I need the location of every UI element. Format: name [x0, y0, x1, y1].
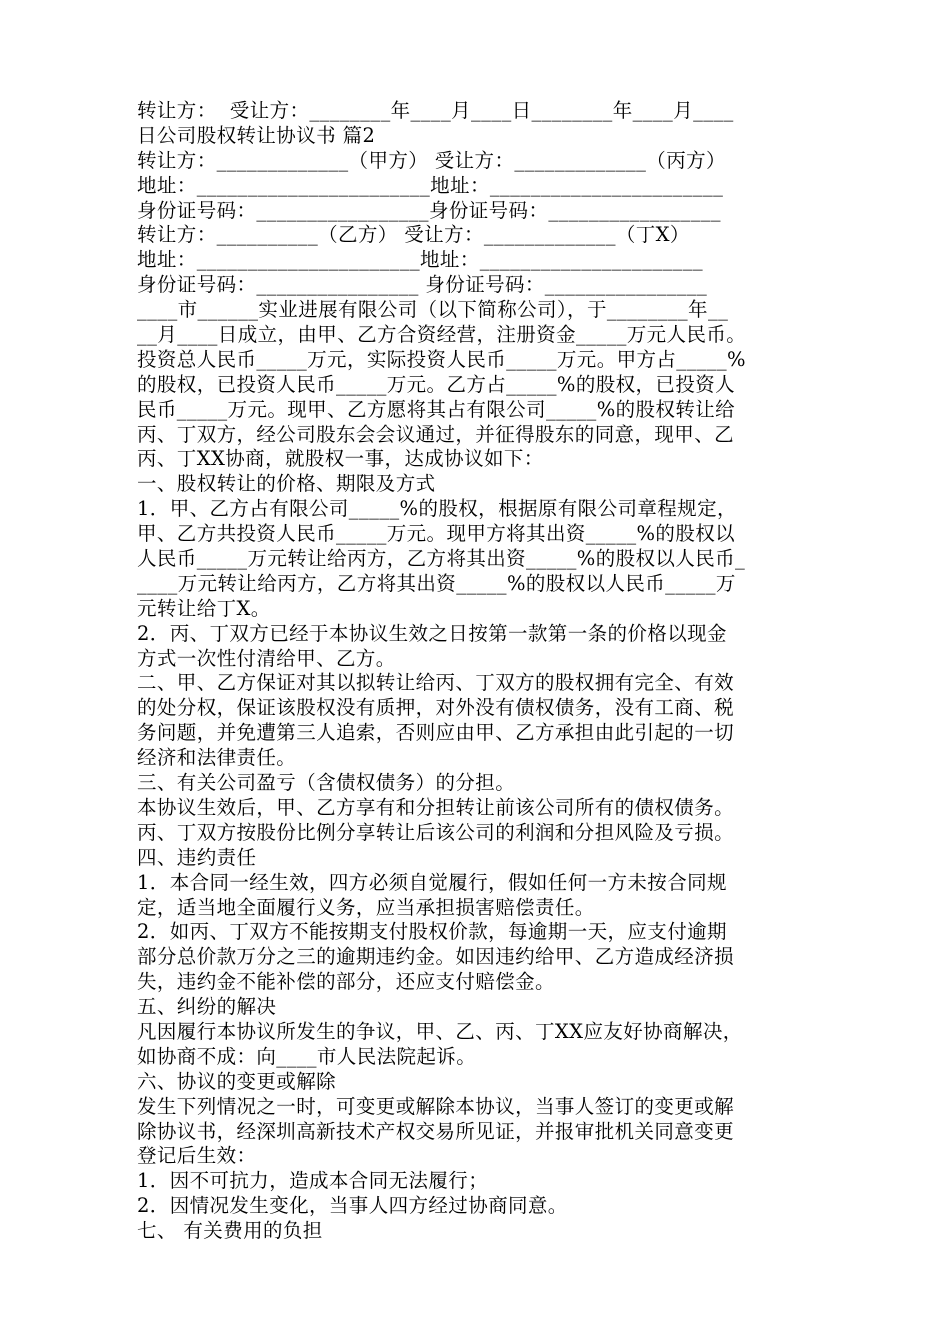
text-line: 丙、丁双方按股份比例分享转让后该公司的利润和分担风险及亏损。 [137, 820, 735, 844]
document-title-line: 日公司股权转让协议书 篇2 [137, 123, 376, 147]
text-line: 如协商不成：向____市人民法院起诉。 [137, 1044, 477, 1068]
text-line: 失，违约金不能补偿的部分，还应支付赔偿金。 [137, 970, 555, 994]
text-line: ____万元转让给丙方，乙方将其出资_____%的股权以人民币_____万 [137, 571, 736, 595]
text-line: 定，适当地全面履行义务，应当承担损害赔偿责任。 [137, 895, 595, 919]
text-line: 元转让给丁X。 [137, 596, 271, 620]
text-line: 本协议生效后，甲、乙方享有和分担转让前该公司所有的债权债务。 [137, 795, 735, 819]
text-line: 除协议书，经深圳高新技术产权交易所见证，并报审批机关同意变更 [137, 1119, 735, 1143]
section-heading: 七、 有关费用的负担 [137, 1219, 323, 1243]
text-line: 甲、乙方共投资人民币_____万元。现甲方将其出资_____%的股权以 [137, 522, 736, 546]
text-line: 的处分权，保证该股权没有质押，对外没有债权债务，没有工商、税 [137, 696, 735, 720]
section-heading: 四、违约责任 [137, 845, 257, 869]
text-line: 部分总价款万分之三的逾期违约金。如因违约给甲、乙方造成经济损 [137, 945, 735, 969]
section-heading: 六、协议的变更或解除 [137, 1069, 337, 1093]
text-line: 2．丙、丁双方已经于本协议生效之日按第一款第一条的价格以现金 [137, 621, 727, 645]
text-line: 身份证号码：________________ 身份证号码：________________ [137, 273, 708, 297]
section-heading: 三、有关公司盈亏（含债权债务）的分担。 [137, 771, 516, 795]
text-line: 发生下列情况之一时，可变更或解除本协议，当事人签订的变更或解 [137, 1094, 735, 1118]
text-line: 凡因履行本协议所发生的争议，甲、乙、丙、丁XX应友好协商解决， [137, 1019, 743, 1043]
text-line: 登记后生效： [137, 1144, 257, 1168]
text-line: 1．本合同一经生效，四方必须自觉履行，假如任何一方未按合同规 [137, 870, 727, 894]
text-line: 2．如丙、丁双方不能按期支付股权价款，每逾期一天，应支付逾期 [137, 920, 727, 944]
text-line: __月____日成立，由甲、乙方合资经营，注册资金_____万元人民币。 [137, 323, 747, 347]
text-line: 人民币_____万元转让给丙方，乙方将其出资_____%的股权以人民币_ [137, 547, 746, 571]
section-heading: 一、股权转让的价格、期限及方式 [137, 472, 436, 496]
text-line: 转让方： 受让方：________年____月____日________年____月____ [137, 99, 734, 122]
text-line: 2．因情况发生变化，当事人四方经过协商同意。 [137, 1194, 568, 1218]
text-line: 民币_____万元。现甲、乙方愿将其占有限公司_____%的股权转让给 [137, 397, 736, 421]
text-line: 1．甲、乙方占有限公司_____%的股权，根据原有限公司章程规定， [137, 497, 737, 521]
section-heading: 二、甲、乙方保证对其以拟转让给丙、丁双方的股权拥有完全、有效 [137, 671, 735, 695]
text-line: 务问题，并免遭第三人追索，否则应由甲、乙方承担由此引起的一切 [137, 721, 735, 745]
text-line: ____市______实业进展有限公司（以下简称公司），于________年__ [137, 298, 729, 322]
text-line: 丙、丁XX协商，就股权一事，达成协议如下： [137, 447, 544, 471]
text-line: 投资总人民币_____万元，实际投资人民币_____万元。甲方占_____% [137, 347, 746, 371]
text-line: 地址：_______________________地址：_______________________ [137, 173, 724, 197]
text-line: 经济和法律责任。 [137, 746, 297, 770]
text-line: 丙、丁双方，经公司股东会会议通过，并征得股东的同意，现甲、乙 [137, 422, 735, 446]
text-line: 方式一次性付清给甲、乙方。 [137, 646, 396, 670]
text-line: 转让方：__________（乙方） 受让方：_____________（丁X） [137, 223, 690, 247]
text-line: 转让方：_____________（甲方） 受让方：_____________（丙方） [137, 148, 726, 172]
text-line: 的股权，已投资人民币_____万元。乙方占_____%的股权，已投资人 [137, 372, 736, 396]
text-line: 身份证号码：_________________身份证号码：_________________ [137, 198, 721, 222]
document-body [137, 99, 827, 1244]
text-line: 1．因不可抗力，造成本合同无法履行； [137, 1169, 489, 1193]
section-heading: 五、纠纷的解决 [137, 995, 277, 1019]
text-line: 地址：______________________地址：______________________ [137, 248, 703, 272]
